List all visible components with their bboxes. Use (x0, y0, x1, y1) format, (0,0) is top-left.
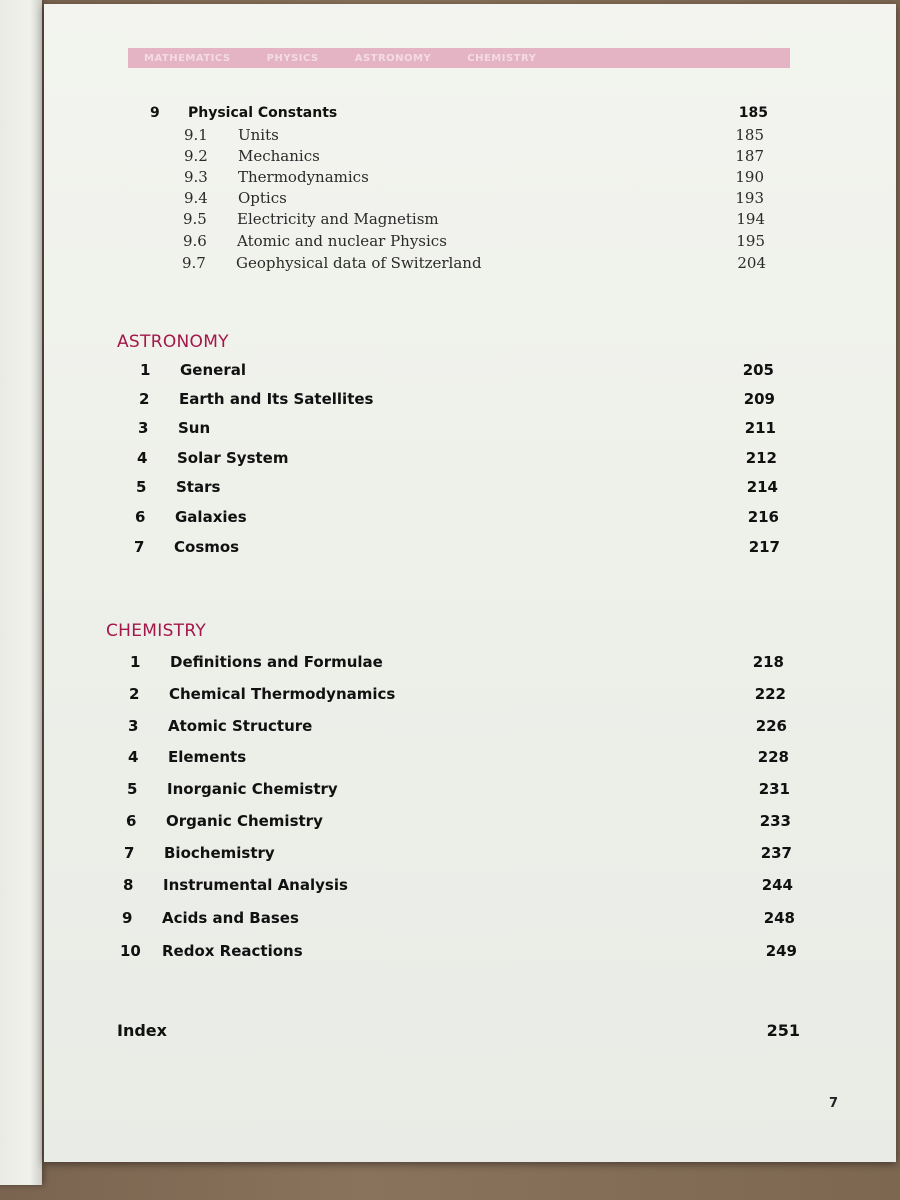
chapter-title: Galaxies (175, 508, 247, 526)
chapter-title: Biochemistry (164, 844, 275, 862)
index-page: 251 (766, 1021, 800, 1040)
section-title: Mechanics (238, 147, 320, 165)
toc-chapter[interactable] (120, 938, 797, 964)
page-number: 7 (829, 1096, 839, 1111)
section-number: 9.5 (183, 210, 207, 228)
section-title: Thermodynamics (238, 168, 369, 186)
chapter-title: Solar System (177, 449, 289, 467)
header-tab-mathematics: MATHEMATICS (144, 52, 231, 64)
toc-chapter[interactable] (122, 905, 795, 931)
section-header-bar (128, 48, 790, 68)
toc-chapter[interactable] (136, 474, 778, 500)
section-page: 185 (735, 126, 764, 144)
toc-chapter[interactable] (140, 357, 774, 383)
section-title: Atomic and nuclear Physics (237, 232, 447, 250)
chapter-title: Redox Reactions (162, 942, 303, 960)
toc-chapter[interactable] (139, 386, 775, 412)
header-tab-astronomy: ASTRONOMY (354, 52, 432, 64)
chapter-title: Physical Constants (188, 105, 338, 121)
chapter-number: 6 (126, 812, 137, 830)
chapter-number: 4 (128, 748, 139, 766)
chapter-page: 248 (763, 909, 795, 927)
chapter-page: 233 (759, 812, 791, 830)
chapter-number: 1 (130, 653, 141, 671)
chapter-page: 211 (744, 419, 776, 437)
chapter-page: 216 (747, 508, 779, 526)
toc-section[interactable] (182, 250, 770, 276)
astronomy-heading: ASTRONOMY (117, 332, 229, 352)
section-page: 194 (736, 210, 765, 228)
section-number: 9.4 (184, 189, 208, 207)
chapter-number: 6 (135, 508, 146, 526)
chapter-title: Definitions and Formulae (170, 653, 383, 671)
chapter-page: 244 (761, 876, 793, 894)
chapter-title: Instrumental Analysis (163, 876, 348, 894)
chapter-title: General (180, 361, 246, 379)
chapter-number: 10 (120, 942, 141, 960)
header-tab-chemistry: CHEMISTRY (467, 52, 537, 64)
chapter-number: 4 (137, 449, 148, 467)
section-page: 190 (735, 168, 764, 186)
section-number: 9.2 (184, 147, 208, 165)
section-number: 9.7 (182, 254, 206, 272)
chapter-number: 3 (138, 419, 149, 437)
section-number: 9.6 (183, 232, 207, 250)
chapter-number: 5 (127, 780, 138, 798)
toc-chapter[interactable] (128, 713, 787, 739)
chapter-number: 9 (150, 105, 160, 121)
chapter-title: Inorganic Chemistry (167, 780, 338, 798)
header-tab-physics: PHYSICS (266, 52, 319, 64)
chapter-number: 5 (136, 478, 147, 496)
chapter-number: 8 (123, 876, 134, 894)
chemistry-heading: CHEMISTRY (106, 621, 207, 641)
section-number: 9.1 (184, 126, 208, 144)
toc-chapter[interactable] (124, 840, 792, 866)
toc-chapter[interactable] (135, 504, 779, 530)
section-page: 193 (735, 189, 764, 207)
chapter-page: 249 (765, 942, 797, 960)
chapter-number: 7 (124, 844, 135, 862)
toc-page (44, 4, 896, 1162)
chapter-page: 217 (748, 538, 780, 556)
toc-chapter[interactable] (126, 808, 791, 834)
chapter-title: Acids and Bases (162, 909, 299, 927)
section-page: 187 (735, 147, 764, 165)
chapter-page: 226 (755, 717, 787, 735)
chapter-number: 1 (140, 361, 151, 379)
chapter-number: 3 (128, 717, 139, 735)
chapter-page: 231 (758, 780, 790, 798)
chapter-page: 237 (760, 844, 792, 862)
chapter-title: Elements (168, 748, 247, 766)
chapter-page: 205 (742, 361, 774, 379)
section-title: Optics (238, 189, 287, 207)
chapter-page: 185 (738, 105, 768, 121)
section-page: 204 (737, 254, 766, 272)
chapter-page: 222 (754, 685, 786, 703)
toc-chapter[interactable] (134, 534, 780, 560)
section-title: Units (238, 126, 279, 144)
section-title: Geophysical data of Switzerland (236, 254, 482, 272)
chapter-title: Sun (178, 419, 211, 437)
toc-chapter[interactable] (137, 445, 777, 471)
chapter-title: Organic Chemistry (166, 812, 323, 830)
chapter-number: 9 (122, 909, 133, 927)
chapter-title: Earth and Its Satellites (179, 390, 374, 408)
chapter-number: 2 (139, 390, 150, 408)
toc-chapter[interactable] (129, 681, 786, 707)
toc-chapter[interactable] (138, 415, 776, 441)
toc-chapter[interactable] (130, 649, 784, 675)
chapter-title: Cosmos (174, 538, 240, 556)
toc-index[interactable] (117, 1018, 800, 1044)
section-number: 9.3 (184, 168, 208, 186)
toc-chapter[interactable] (127, 776, 790, 802)
chapter-number: 2 (129, 685, 140, 703)
index-title: Index (117, 1021, 167, 1040)
toc-chapter[interactable] (128, 744, 789, 770)
chapter-page: 209 (743, 390, 775, 408)
chapter-page: 212 (745, 449, 777, 467)
chapter-page: 218 (752, 653, 784, 671)
chapter-title: Atomic Structure (168, 717, 313, 735)
chapter-page: 214 (746, 478, 778, 496)
chapter-title: Chemical Thermodynamics (169, 685, 396, 703)
chapter-page: 228 (757, 748, 789, 766)
section-page: 195 (736, 232, 765, 250)
chapter-title: Stars (176, 478, 221, 496)
previous-page-edge (0, 0, 42, 1185)
toc-chapter[interactable] (123, 872, 793, 898)
chapter-number: 7 (134, 538, 145, 556)
section-title: Electricity and Magnetism (237, 210, 439, 228)
